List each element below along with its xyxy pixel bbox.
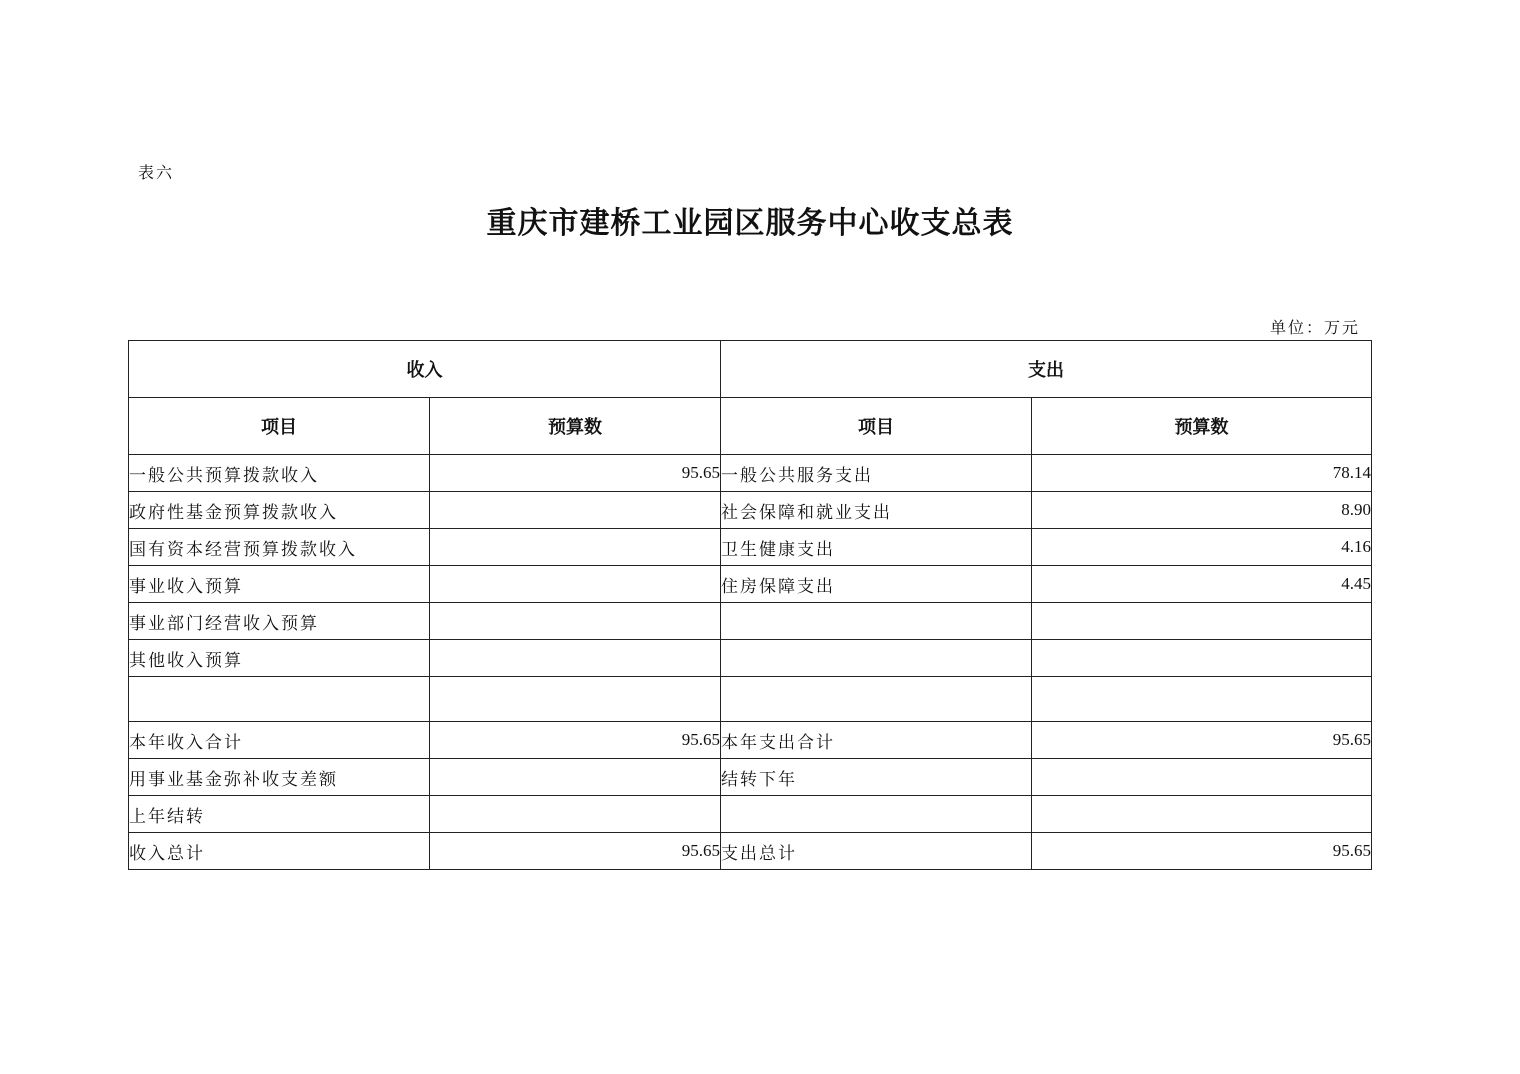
expense-value [1032, 603, 1372, 640]
table-row [129, 677, 1372, 722]
expense-value: 95.65 [1032, 833, 1372, 870]
income-item: 用事业基金弥补收支差额 [129, 759, 430, 796]
expense-item: 社会保障和就业支出 [721, 492, 1032, 529]
expense-item [721, 640, 1032, 677]
table-row [129, 566, 1372, 603]
income-item: 收入总计 [129, 833, 430, 870]
budget-table [128, 340, 1372, 870]
unit-label: 单位：万元 [1269, 318, 1360, 337]
table-label: 表六 [138, 163, 175, 182]
expense-header: 支出 [721, 341, 1372, 398]
expense-item: 本年支出合计 [721, 722, 1032, 759]
table-subheader-row [129, 398, 1372, 455]
expense-item: 住房保障支出 [721, 566, 1032, 603]
expense-value: 4.45 [1032, 566, 1372, 603]
expense-item [721, 677, 1032, 722]
income-budget-header: 预算数 [430, 398, 721, 455]
expense-item-header: 项目 [721, 398, 1032, 455]
income-item-header: 项目 [129, 398, 430, 455]
income-value: 95.65 [430, 833, 721, 870]
expense-item [721, 603, 1032, 640]
income-value [430, 759, 721, 796]
table-row [129, 492, 1372, 529]
table-row [129, 455, 1372, 492]
income-item: 事业部门经营收入预算 [129, 603, 430, 640]
expense-item [721, 796, 1032, 833]
income-header: 收入 [129, 341, 721, 398]
income-value [430, 529, 721, 566]
expense-item: 结转下年 [721, 759, 1032, 796]
income-value: 95.65 [430, 455, 721, 492]
income-item: 国有资本经营预算拨款收入 [129, 529, 430, 566]
income-item: 本年收入合计 [129, 722, 430, 759]
table-row [129, 759, 1372, 796]
expense-value: 78.14 [1032, 455, 1372, 492]
income-item: 政府性基金预算拨款收入 [129, 492, 430, 529]
table-row [129, 796, 1372, 833]
expense-item: 支出总计 [721, 833, 1032, 870]
table-row [129, 722, 1372, 759]
expense-value: 95.65 [1032, 722, 1372, 759]
income-value: 95.65 [430, 722, 721, 759]
expense-value [1032, 677, 1372, 722]
expense-item: 卫生健康支出 [721, 529, 1032, 566]
income-value [430, 603, 721, 640]
expense-value [1032, 796, 1372, 833]
table-row [129, 529, 1372, 566]
income-item: 事业收入预算 [129, 566, 430, 603]
income-item: 上年结转 [129, 796, 430, 833]
table-header-row [129, 341, 1372, 398]
income-value [430, 566, 721, 603]
expense-value [1032, 640, 1372, 677]
table-row [129, 640, 1372, 677]
expense-value: 4.16 [1032, 529, 1372, 566]
expense-value: 8.90 [1032, 492, 1372, 529]
income-value [430, 796, 721, 833]
expense-item: 一般公共服务支出 [721, 455, 1032, 492]
income-value [430, 677, 721, 722]
income-value [430, 492, 721, 529]
expense-budget-header: 预算数 [1032, 398, 1372, 455]
income-item: 一般公共预算拨款收入 [129, 455, 430, 492]
income-item: 其他收入预算 [129, 640, 430, 677]
income-value [430, 640, 721, 677]
table-row [129, 833, 1372, 870]
expense-value [1032, 759, 1372, 796]
income-item [129, 677, 430, 722]
page-title: 重庆市建桥工业园区服务中心收支总表 [486, 206, 1014, 241]
table-row [129, 603, 1372, 640]
